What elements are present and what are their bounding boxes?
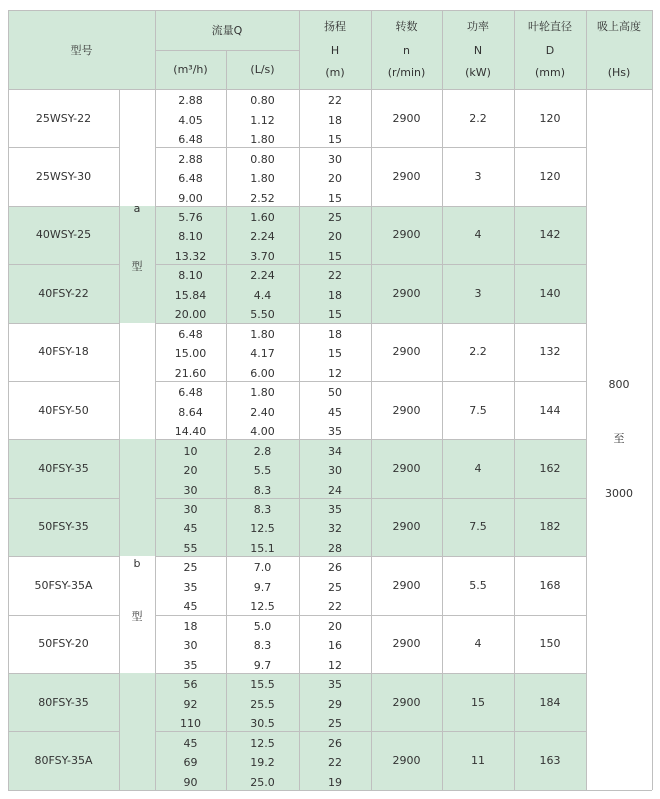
power-value: 2.2 — [469, 111, 487, 125]
flow-m3h-value: 92 — [183, 697, 198, 711]
flow-ls-value: 8.3 — [253, 639, 272, 653]
grid-row-model — [8, 147, 119, 148]
head-value: 22 — [328, 756, 342, 770]
header-flow-unit-ls: (L/s) — [250, 63, 275, 76]
power-value: 3 — [474, 170, 482, 184]
flow-ls-value: 1.80 — [250, 327, 275, 341]
header-head-1: H — [330, 43, 340, 57]
power-value: 5.5 — [469, 578, 487, 592]
header-suction-sym: (Hs) — [607, 65, 631, 79]
flow-m3h-value: 20.00 — [174, 308, 207, 322]
flow-ls-value: 15.5 — [250, 678, 275, 692]
flow-m3h-value: 25 — [183, 561, 198, 575]
flow-m3h-value: 69 — [183, 756, 198, 770]
flow-ls-value: 9.7 — [253, 580, 272, 594]
model-name: 80FSY-35A — [34, 754, 93, 768]
flow-ls-value: 2.8 — [253, 444, 272, 458]
grid-col — [514, 10, 515, 790]
flow-ls-value: 5.5 — [253, 464, 272, 478]
model-name: 40FSY-18 — [38, 345, 89, 359]
head-value: 12 — [328, 658, 342, 672]
speed-value: 2900 — [392, 111, 421, 125]
flow-m3h-value: 30 — [183, 639, 198, 653]
speed-value: 2900 — [392, 228, 421, 242]
flow-m3h-value: 8.64 — [178, 405, 203, 419]
suction-from: 800 — [608, 377, 630, 391]
head-value: 28 — [328, 541, 342, 555]
flow-m3h-value: 8.10 — [178, 230, 203, 244]
header-power-0: 功率 — [467, 20, 489, 33]
suction-to-char: 至 — [613, 432, 625, 445]
head-value: 18 — [328, 113, 342, 127]
flow-ls-value: 2.52 — [250, 191, 275, 205]
grid-col — [586, 10, 587, 790]
head-value: 20 — [328, 230, 342, 244]
model-name: 40WSY-25 — [35, 228, 92, 242]
flow-ls-value: 0.80 — [250, 94, 275, 108]
flow-m3h-value: 10 — [183, 444, 198, 458]
flow-ls-value: 15.1 — [250, 541, 275, 555]
flow-m3h-value: 6.48 — [178, 133, 203, 147]
grid-row-model — [8, 556, 119, 557]
impeller-value: 120 — [539, 111, 561, 125]
head-value: 35 — [328, 425, 342, 439]
flow-m3h-value: 90 — [183, 775, 198, 789]
grid-col — [299, 10, 300, 790]
impeller-value: 168 — [539, 578, 561, 592]
impeller-value: 184 — [539, 695, 561, 709]
flow-ls-value: 2.24 — [250, 269, 275, 283]
model-name: 25WSY-22 — [35, 111, 92, 125]
flow-m3h-value: 6.48 — [178, 327, 203, 341]
speed-value: 2900 — [392, 170, 421, 184]
grid-row-model — [8, 731, 119, 732]
model-name: 50FSY-35 — [38, 520, 89, 534]
flow-m3h-value: 21.60 — [174, 366, 207, 380]
speed-value: 2900 — [392, 520, 421, 534]
head-value: 22 — [328, 94, 342, 108]
impeller-value: 182 — [539, 520, 561, 534]
grid-row-model — [8, 381, 119, 382]
grid-col-flow — [155, 10, 156, 790]
flow-ls-value: 4.00 — [250, 425, 275, 439]
model-name: 50FSY-20 — [38, 637, 89, 651]
flow-ls-value: 7.0 — [253, 561, 272, 575]
head-value: 15 — [328, 191, 342, 205]
header-impeller-0: 叶轮直径 — [528, 20, 572, 33]
impeller-value: 150 — [539, 637, 561, 651]
flow-m3h-value: 45 — [183, 522, 198, 536]
header-suction: 吸上高度 — [597, 20, 641, 33]
grid-row-model — [8, 206, 119, 207]
header-impeller-2: (mm) — [534, 65, 565, 79]
head-value: 19 — [328, 775, 342, 789]
flow-ls-value: 12.5 — [250, 600, 275, 614]
flow-ls-value: 8.3 — [253, 503, 272, 517]
header-flow: 流量Q — [211, 24, 243, 37]
flow-m3h-value: 9.00 — [178, 191, 203, 205]
head-value: 35 — [328, 503, 342, 517]
impeller-value: 120 — [539, 170, 561, 184]
flow-m3h-value: 30 — [183, 483, 198, 497]
header-flow-unit-m3h: (m³/h) — [173, 63, 208, 76]
speed-value: 2900 — [392, 462, 421, 476]
flow-ls-value: 5.0 — [253, 619, 272, 633]
head-value: 30 — [328, 152, 342, 166]
impeller-value: 142 — [539, 228, 561, 242]
flow-ls-value: 1.80 — [250, 133, 275, 147]
head-value: 15 — [328, 249, 342, 263]
group-a-letter: a — [133, 201, 141, 215]
header-power-2: (kW) — [465, 65, 491, 79]
power-value: 7.5 — [469, 403, 487, 417]
suction-to: 3000 — [605, 486, 633, 500]
flow-ls-value: 2.24 — [250, 230, 275, 244]
head-value: 50 — [328, 386, 342, 400]
grid-row-model — [8, 673, 119, 674]
grid-col-group — [119, 89, 120, 790]
head-value: 18 — [328, 288, 342, 302]
head-value: 35 — [328, 678, 342, 692]
power-value: 15 — [471, 695, 485, 709]
header-impeller-1: D — [545, 43, 555, 57]
header-head-2: (m) — [325, 65, 345, 79]
head-value: 22 — [328, 600, 342, 614]
head-value: 12 — [328, 366, 342, 380]
head-value: 22 — [328, 269, 342, 283]
flow-m3h-value: 5.76 — [178, 211, 203, 225]
power-value: 2.2 — [469, 345, 487, 359]
group-b-letter: b — [133, 556, 141, 570]
flow-ls-value: 3.70 — [250, 249, 275, 263]
head-value: 32 — [328, 522, 342, 536]
model-name: 80FSY-35 — [38, 695, 89, 709]
speed-value: 2900 — [392, 578, 421, 592]
model-name: 50FSY-35A — [34, 578, 93, 592]
power-value: 11 — [471, 754, 485, 768]
grid-row-model — [8, 323, 119, 324]
head-value: 25 — [328, 717, 342, 731]
flow-ls-value: 2.40 — [250, 405, 275, 419]
flow-m3h-value: 55 — [183, 541, 198, 555]
flow-m3h-value: 18 — [183, 619, 198, 633]
flow-ls-value: 8.3 — [253, 483, 272, 497]
flow-ls-value: 1.12 — [250, 113, 275, 127]
grid-row-model — [8, 498, 119, 499]
speed-value: 2900 — [392, 286, 421, 300]
flow-ls-value: 25.0 — [250, 775, 275, 789]
model-name: 40FSY-35 — [38, 462, 89, 476]
flow-m3h-value: 30 — [183, 503, 198, 517]
head-value: 25 — [328, 580, 342, 594]
grid-row-model — [8, 439, 119, 440]
head-value: 18 — [328, 327, 342, 341]
grid-col — [652, 10, 653, 790]
flow-m3h-value: 6.48 — [178, 172, 203, 186]
power-value: 4 — [474, 462, 482, 476]
flow-ls-value: 0.80 — [250, 152, 275, 166]
speed-value: 2900 — [392, 403, 421, 417]
flow-ls-value: 9.7 — [253, 658, 272, 672]
flow-ls-value: 30.5 — [250, 717, 275, 731]
flow-m3h-value: 8.10 — [178, 269, 203, 283]
flow-ls-value: 1.80 — [250, 386, 275, 400]
head-value: 20 — [328, 619, 342, 633]
head-value: 25 — [328, 211, 342, 225]
flow-ls-value: 25.5 — [250, 697, 275, 711]
flow-ls-value: 4.17 — [250, 347, 275, 361]
flow-ls-value: 1.80 — [250, 172, 275, 186]
flow-m3h-value: 6.48 — [178, 386, 203, 400]
head-value: 15 — [328, 308, 342, 322]
model-name: 40FSY-22 — [38, 286, 89, 300]
head-value: 30 — [328, 464, 342, 478]
header-model: 型号 — [70, 43, 93, 57]
grid-bottom — [8, 790, 652, 791]
flow-m3h-value: 45 — [183, 736, 198, 750]
flow-m3h-value: 14.40 — [174, 425, 207, 439]
flow-m3h-value: 56 — [183, 678, 198, 692]
flow-m3h-value: 35 — [183, 580, 198, 594]
header-power-1: N — [473, 43, 483, 57]
grid-flow-split — [155, 50, 299, 51]
flow-m3h-value: 13.32 — [174, 249, 207, 263]
header-speed-0: 转数 — [395, 20, 418, 33]
flow-m3h-value: 15.84 — [174, 288, 207, 302]
model-name: 25WSY-30 — [35, 170, 92, 184]
header-speed-1: n — [403, 43, 410, 57]
impeller-value: 162 — [539, 462, 561, 476]
flow-ls-value: 4.4 — [253, 288, 272, 302]
impeller-value: 132 — [539, 345, 561, 359]
head-value: 24 — [328, 483, 342, 497]
flow-ls-value: 12.5 — [250, 736, 275, 750]
group-a-char: 型 — [131, 260, 143, 273]
impeller-value: 140 — [539, 286, 561, 300]
head-value: 45 — [328, 405, 342, 419]
flow-ls-value: 12.5 — [250, 522, 275, 536]
impeller-value: 163 — [539, 754, 561, 768]
grid-col — [371, 10, 372, 790]
grid-row-model — [8, 615, 119, 616]
group-b-char: 型 — [131, 610, 143, 623]
power-value: 3 — [474, 286, 482, 300]
head-value: 26 — [328, 736, 342, 750]
speed-value: 2900 — [392, 754, 421, 768]
head-value: 20 — [328, 172, 342, 186]
grid-row-model — [8, 264, 119, 265]
grid-header-bottom — [8, 89, 652, 90]
head-value: 16 — [328, 639, 342, 653]
model-name: 40FSY-50 — [38, 403, 89, 417]
power-value: 4 — [474, 637, 482, 651]
speed-value: 2900 — [392, 695, 421, 709]
head-value: 29 — [328, 697, 342, 711]
flow-ls-value: 19.2 — [250, 756, 275, 770]
grid-col-flow-ls — [226, 50, 227, 790]
speed-value: 2900 — [392, 637, 421, 651]
flow-m3h-value: 15.00 — [174, 347, 207, 361]
flow-m3h-value: 4.05 — [178, 113, 203, 127]
header-head-0: 扬程 — [324, 20, 346, 33]
grid-col — [442, 10, 443, 790]
head-value: 15 — [328, 347, 342, 361]
speed-value: 2900 — [392, 345, 421, 359]
header-speed-2: (r/min) — [387, 65, 426, 79]
power-value: 4 — [474, 228, 482, 242]
impeller-value: 144 — [539, 403, 561, 417]
flow-m3h-value: 2.88 — [178, 94, 203, 108]
head-value: 26 — [328, 561, 342, 575]
flow-m3h-value: 110 — [180, 717, 201, 731]
flow-m3h-value: 35 — [183, 658, 198, 672]
power-value: 7.5 — [469, 520, 487, 534]
flow-ls-value: 1.60 — [250, 211, 275, 225]
flow-m3h-value: 20 — [183, 464, 198, 478]
grid-left — [8, 10, 9, 790]
flow-ls-value: 6.00 — [250, 366, 275, 380]
grid-top — [8, 10, 652, 11]
head-value: 15 — [328, 133, 342, 147]
flow-m3h-value: 2.88 — [178, 152, 203, 166]
flow-m3h-value: 45 — [183, 600, 198, 614]
flow-ls-value: 5.50 — [250, 308, 275, 322]
head-value: 34 — [328, 444, 342, 458]
